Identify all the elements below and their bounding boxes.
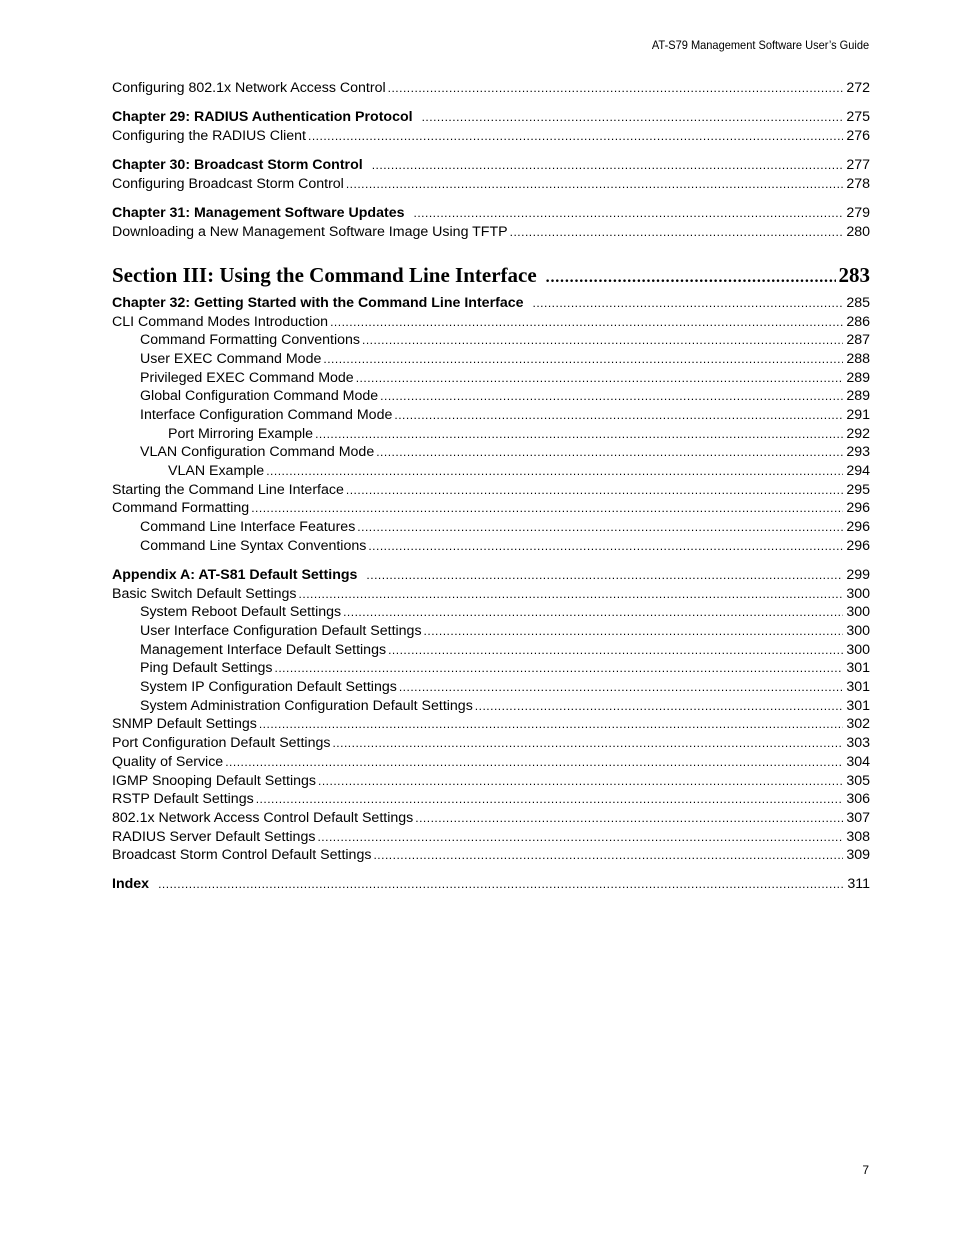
running-header: AT-S79 Management Software User’s Guide	[651, 38, 869, 52]
dot-leader	[308, 127, 843, 146]
toc-entry-title: Port Configuration Default Settings	[112, 735, 331, 752]
toc-entry[interactable]	[112, 369, 870, 388]
toc-entry-title: Downloading a New Management Software Image Using TFTP	[112, 223, 508, 240]
toc-entry-title: RADIUS Server Default Settings	[112, 828, 316, 845]
table-of-contents	[112, 79, 870, 894]
toc-entry[interactable]	[112, 659, 870, 678]
toc-entry-title: Basic Switch Default Settings	[112, 585, 297, 602]
dot-leader	[510, 223, 844, 242]
toc-entry[interactable]	[112, 331, 870, 350]
toc-entry-page: 293	[846, 444, 870, 461]
dot-leader	[346, 481, 843, 500]
dot-leader	[346, 175, 843, 194]
toc-entry-page: 287	[846, 332, 870, 349]
dot-leader	[357, 518, 843, 537]
toc-entry-page: 280	[846, 223, 870, 240]
toc-entry-page: 306	[846, 791, 870, 808]
toc-entry[interactable]	[112, 313, 870, 332]
dot-leader	[475, 697, 844, 716]
toc-entry[interactable]	[112, 846, 870, 865]
toc-entry-title: 802.1x Network Access Control Default Settings	[112, 809, 414, 826]
dot-leader	[424, 622, 844, 641]
toc-entry-title: Broadcast Storm Control Default Settings	[112, 847, 372, 864]
toc-entry-title: IGMP Snooping Default Settings	[112, 772, 317, 789]
toc-entry-page: 296	[846, 519, 870, 536]
dot-leader	[394, 406, 843, 425]
toc-entry-title: VLAN Configuration Command Mode	[140, 444, 375, 461]
dot-leader	[380, 387, 843, 406]
toc-entry[interactable]	[112, 753, 870, 772]
dot-leader	[299, 585, 844, 604]
toc-entry[interactable]	[112, 678, 870, 697]
toc-entry-page: 294	[846, 463, 870, 479]
dot-leader	[259, 715, 843, 734]
dot-leader	[225, 753, 843, 772]
dot-leader	[318, 772, 843, 791]
toc-entry-page: 300	[846, 585, 870, 602]
toc-entry-page: 277	[846, 157, 870, 174]
toc-entry-title: SNMP Default Settings	[112, 716, 257, 733]
toc-entry-title: System IP Configuration Default Settings	[140, 679, 397, 696]
toc-index-entry[interactable]	[112, 875, 870, 894]
toc-entry-title: Ping Default Settings	[140, 660, 273, 677]
toc-entry[interactable]	[112, 772, 870, 791]
toc-entry-title: Port Mirroring Example	[168, 425, 314, 442]
toc-chapter-entry[interactable]	[112, 204, 870, 223]
toc-entry-page: 308	[846, 828, 870, 845]
toc-entry-page: 286	[846, 313, 870, 330]
toc-entry-title: Command Formatting Conventions	[140, 332, 361, 349]
dot-leader	[317, 828, 843, 847]
toc-entry-title: Command Line Syntax Conventions	[140, 537, 367, 554]
toc-entry-page: 289	[846, 369, 870, 386]
toc-entry[interactable]	[112, 537, 870, 556]
toc-entry-page: 301	[846, 697, 870, 714]
toc-entry-page: 305	[846, 772, 870, 789]
dot-leader	[362, 331, 843, 350]
toc-entry-page: 300	[846, 641, 870, 658]
toc-entry-page: 299	[846, 566, 870, 583]
toc-entry-title: Command Formatting	[112, 500, 250, 517]
toc-entry[interactable]	[112, 175, 870, 194]
dot-leader	[366, 566, 843, 585]
toc-entry-page: 292	[846, 425, 870, 442]
toc-entry-title: Command Line Interface Features	[140, 519, 356, 536]
toc-entry-page: 304	[846, 753, 870, 770]
toc-chapter-entry[interactable]	[112, 156, 870, 175]
dot-leader	[368, 537, 843, 556]
toc-chapter-entry[interactable]	[112, 294, 870, 313]
dot-leader	[315, 425, 843, 444]
toc-entry[interactable]	[112, 518, 870, 537]
toc-entry-title: Configuring the RADIUS Client	[112, 127, 306, 144]
toc-entry-page: 276	[846, 127, 870, 144]
toc-entry-page: 275	[846, 109, 870, 126]
toc-chapter-entry[interactable]	[112, 108, 870, 127]
dot-leader	[343, 603, 843, 622]
toc-entry-title: RSTP Default Settings	[112, 791, 254, 808]
toc-entry-title: Global Configuration Command Mode	[140, 388, 379, 405]
toc-entry-title: System Reboot Default Settings	[140, 604, 342, 621]
toc-entry-title: Privileged EXEC Command Mode	[140, 369, 354, 386]
toc-entry-page: 300	[846, 623, 870, 639]
toc-entry[interactable]	[112, 127, 870, 146]
toc-entry-page: 300	[846, 604, 870, 621]
toc-entry-page: 307	[846, 809, 870, 826]
toc-entry[interactable]	[112, 734, 870, 753]
dot-leader	[330, 313, 843, 332]
toc-entry[interactable]	[112, 715, 870, 734]
toc-entry[interactable]	[112, 481, 870, 500]
toc-entry-page: 303	[846, 735, 870, 752]
toc-entry-page: 295	[846, 481, 870, 498]
toc-entry-page: 311	[847, 876, 870, 893]
toc-entry-page: 309	[846, 847, 870, 864]
toc-entry-title: Chapter 29: RADIUS Authentication Protocol	[112, 109, 413, 126]
toc-entry-page: 283	[838, 263, 870, 288]
dot-leader	[414, 204, 844, 223]
dot-leader	[332, 734, 843, 753]
toc-entry[interactable]	[112, 585, 870, 604]
toc-entry-title: CLI Command Modes Introduction	[112, 313, 329, 330]
dot-leader	[266, 462, 843, 481]
toc-entry-title: Interface Configuration Command Mode	[140, 406, 393, 423]
toc-appendix-entry[interactable]	[112, 566, 870, 585]
toc-entry-page: 301	[846, 679, 870, 696]
dot-leader	[388, 641, 843, 660]
toc-entry[interactable]	[112, 462, 870, 481]
toc-entry[interactable]	[112, 425, 870, 444]
toc-entry[interactable]	[112, 622, 870, 641]
toc-entry[interactable]	[112, 603, 870, 622]
toc-entry-title: Starting the Command Line Interface	[112, 481, 344, 498]
toc-entry-page: 291	[846, 406, 870, 423]
toc-entry-title: Section III: Using the Command Line Interface	[112, 263, 537, 288]
toc-entry[interactable]	[112, 809, 870, 828]
toc-entry-title: Chapter 31: Management Software Updates	[112, 204, 405, 221]
dot-leader	[275, 659, 844, 678]
toc-entry-page: 302	[846, 716, 870, 733]
toc-entry-title: Index	[112, 876, 150, 893]
toc-entry[interactable]	[112, 828, 870, 847]
toc-section-entry[interactable]	[112, 261, 870, 289]
toc-entry-title: Chapter 30: Broadcast Storm Control	[112, 157, 363, 174]
dot-leader	[373, 846, 843, 865]
dot-leader	[251, 499, 843, 518]
toc-entry-page: 279	[846, 204, 870, 221]
page-number: 7	[862, 1163, 869, 1177]
dot-leader	[415, 809, 843, 828]
toc-entry[interactable]	[112, 499, 870, 518]
toc-entry-page: 288	[846, 350, 870, 367]
toc-entry-title: Appendix A: AT-S81 Default Settings	[112, 566, 358, 583]
dot-leader	[376, 443, 843, 462]
toc-entry-title: User Interface Configuration Default Settings	[140, 623, 422, 639]
dot-leader	[399, 678, 844, 697]
toc-entry-title: Configuring 802.1x Network Access Control	[112, 80, 386, 96]
toc-entry-title: Quality of Service	[112, 753, 224, 770]
toc-entry[interactable]	[112, 697, 870, 716]
toc-entry-page: 272	[846, 80, 870, 96]
toc-entry[interactable]	[112, 443, 870, 462]
toc-entry-title: System Administration Configuration Default Settings	[140, 697, 473, 714]
dot-leader	[356, 369, 844, 388]
dot-leader	[422, 108, 844, 127]
toc-entry-page: 296	[846, 537, 870, 554]
toc-entry[interactable]	[112, 641, 870, 660]
dot-leader	[533, 294, 844, 313]
toc-entry-title: Configuring Broadcast Storm Control	[112, 175, 344, 192]
toc-entry[interactable]	[112, 406, 870, 425]
toc-entry-page: 296	[846, 500, 870, 517]
toc-entry[interactable]	[112, 387, 870, 406]
toc-entry-page: 285	[846, 294, 870, 311]
toc-entry[interactable]	[112, 790, 870, 809]
dot-leader	[256, 790, 844, 809]
toc-entry[interactable]	[112, 350, 870, 369]
toc-entry-page: 278	[846, 175, 870, 192]
toc-entry-page: 301	[846, 660, 870, 677]
dot-leader	[158, 875, 844, 894]
toc-entry-page: 289	[846, 388, 870, 405]
dot-leader	[388, 79, 844, 98]
toc-entry-title: User EXEC Command Mode	[140, 350, 322, 367]
toc-entry-title: VLAN Example	[168, 463, 265, 479]
dot-leader	[323, 350, 843, 369]
dot-leader	[546, 264, 836, 289]
toc-entry[interactable]	[112, 223, 870, 242]
toc-entry-title: Chapter 32: Getting Started with the Command Line Interface	[112, 294, 524, 311]
toc-entry[interactable]	[112, 79, 870, 98]
toc-entry-title: Management Interface Default Settings	[140, 641, 387, 658]
dot-leader	[372, 156, 844, 175]
